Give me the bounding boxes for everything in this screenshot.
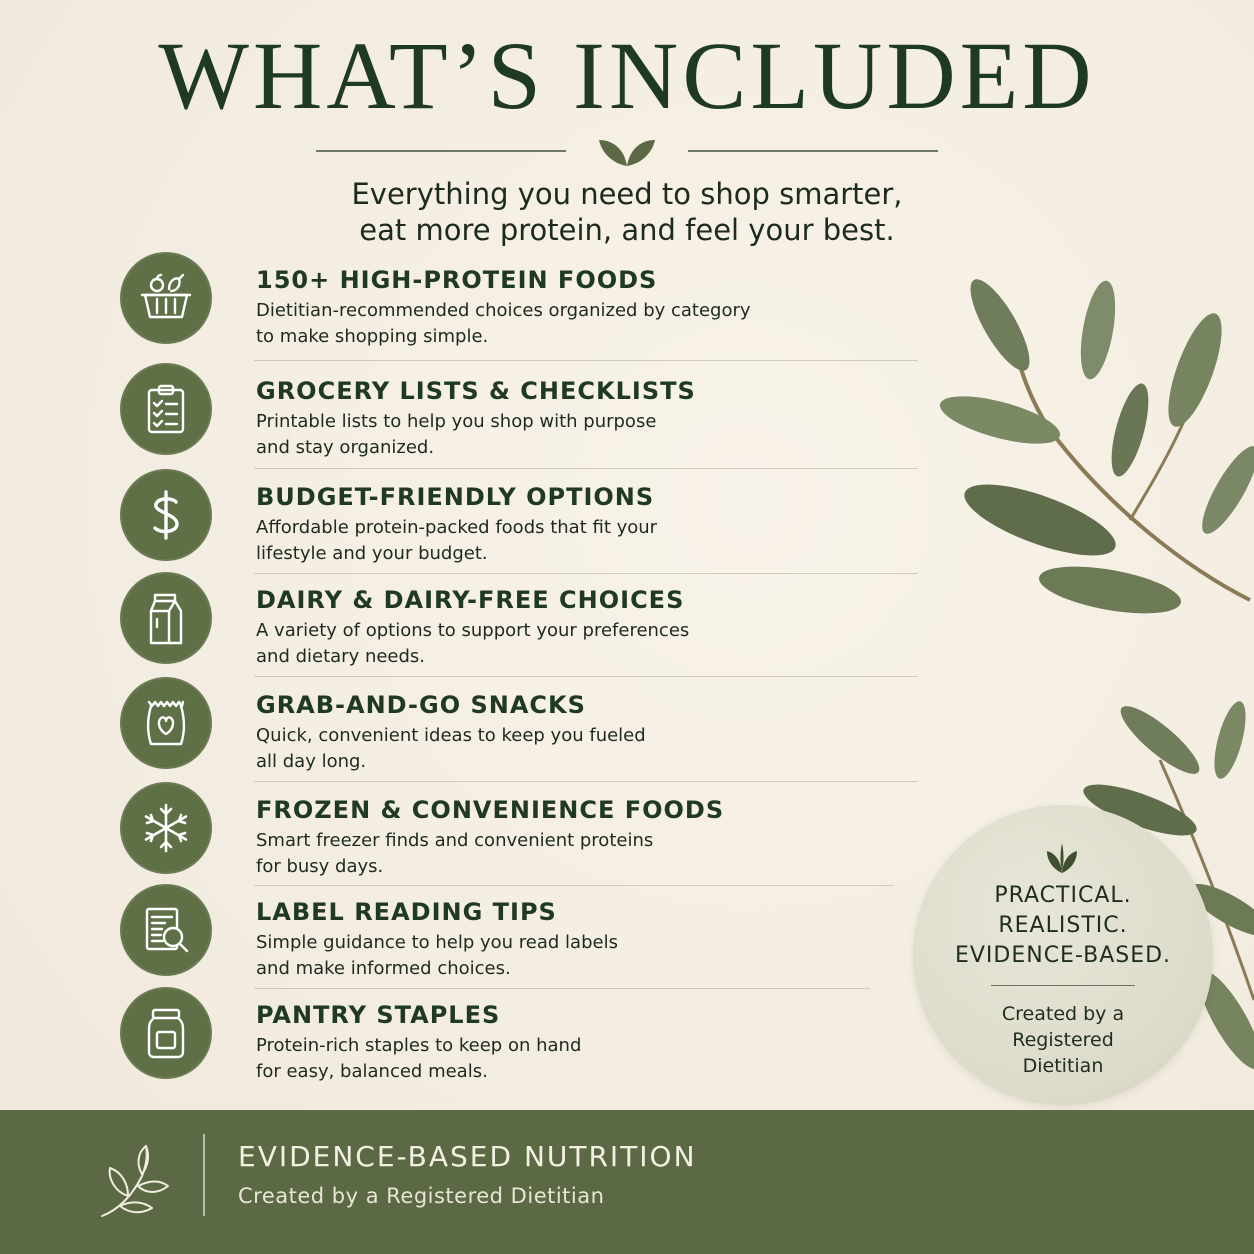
item-description-line: A variety of options to support your preferences (256, 620, 690, 641)
item-description (256, 618, 689, 670)
item-heading: GRAB-AND-GO SNACKS (256, 691, 586, 719)
olive-branch-decoration-top (930, 270, 1254, 630)
clipboard-checklist-icon (135, 378, 197, 440)
item-description-line: Dietitian-recommended choices organized by category (256, 300, 751, 321)
item-description-line: Smart freezer finds and convenient proteins (256, 830, 654, 851)
snowflake-icon (135, 797, 197, 859)
item-icon-circle (120, 884, 212, 976)
item-description-line: for busy days. (256, 856, 384, 877)
page-subtitle (0, 176, 1254, 248)
item-description-line: to make shopping simple. (256, 326, 489, 347)
item-description-line: for easy, balanced meals. (256, 1061, 488, 1082)
label-magnifier-icon (135, 899, 197, 961)
badge-created-by (913, 1001, 1213, 1079)
milk-carton-icon (135, 587, 197, 649)
item-description (256, 515, 657, 567)
item-icon-circle (120, 363, 212, 455)
item-icon-circle (120, 987, 212, 1079)
item-description (256, 723, 646, 775)
item-description-line: Protein-rich staples to keep on hand (256, 1035, 582, 1056)
leaf-sprig-icon (98, 1140, 178, 1224)
item-description (256, 828, 653, 880)
badge-created-line: Created by a (1001, 1003, 1125, 1025)
page-title: WHAT’S INCLUDED (158, 22, 1096, 129)
item-description (256, 1033, 581, 1085)
item-heading: BUDGET-FRIENDLY OPTIONS (256, 483, 655, 511)
footer-subtitle: Created by a Registered Dietitian (238, 1184, 605, 1208)
item-description-line: all day long. (256, 751, 367, 772)
footer-band (0, 1110, 1254, 1254)
dollar-sign-icon (135, 484, 197, 546)
item-icon-circle (120, 572, 212, 664)
item-description-line: Affordable protein-packed foods that fit your (256, 517, 658, 538)
title-divider-left (316, 150, 566, 152)
item-divider (254, 360, 918, 361)
footer-divider (203, 1134, 205, 1216)
item-divider (254, 676, 918, 677)
subtitle-line-2: eat more protein, and feel your best. (359, 213, 895, 247)
item-description-line: and stay organized. (256, 437, 435, 458)
badge-line-practical: PRACTICAL. (994, 883, 1132, 908)
credentials-badge (913, 805, 1213, 1105)
footer-title: EVIDENCE-BASED NUTRITION (238, 1140, 697, 1173)
badge-created-line: Dietitian (1022, 1055, 1104, 1077)
item-heading: DAIRY & DAIRY-FREE CHOICES (256, 586, 685, 614)
item-divider (254, 468, 918, 469)
item-heading: PANTRY STAPLES (256, 1001, 501, 1029)
item-heading: 150+ HIGH-PROTEIN FOODS (256, 266, 658, 294)
leaf-icon (1043, 841, 1081, 875)
item-heading: LABEL READING TIPS (256, 898, 557, 926)
snack-bag-icon (135, 692, 197, 754)
item-description (256, 409, 656, 461)
title-divider-right (688, 150, 938, 152)
item-divider (254, 988, 870, 989)
badge-line-evidence: EVIDENCE-BASED. (954, 943, 1172, 968)
badge-line-realistic: REALISTIC. (998, 913, 1128, 938)
basket-icon (135, 267, 197, 329)
item-icon-circle (120, 469, 212, 561)
item-icon-circle (120, 782, 212, 874)
item-description-line: lifestyle and your budget. (256, 543, 488, 564)
item-icon-circle (120, 252, 212, 344)
item-description (256, 930, 618, 982)
item-heading: GROCERY LISTS & CHECKLISTS (256, 377, 696, 405)
item-divider (254, 781, 918, 782)
badge-created-line: Registered (1012, 1029, 1114, 1051)
item-heading: FROZEN & CONVENIENCE FOODS (256, 796, 725, 824)
item-description-line: Printable lists to help you shop with purpose (256, 411, 657, 432)
subtitle-line-1: Everything you need to shop smarter, (351, 177, 903, 211)
item-icon-circle (120, 677, 212, 769)
item-divider (254, 573, 918, 574)
leaf-icon (596, 134, 658, 168)
item-description-line: and make informed choices. (256, 958, 511, 979)
item-description-line: Simple guidance to help you read labels (256, 932, 618, 953)
item-description (256, 298, 751, 350)
item-description-line: Quick, convenient ideas to keep you fueled (256, 725, 646, 746)
badge-divider (991, 985, 1135, 986)
jar-icon (135, 1002, 197, 1064)
item-description-line: and dietary needs. (256, 646, 426, 667)
item-divider (254, 885, 894, 886)
